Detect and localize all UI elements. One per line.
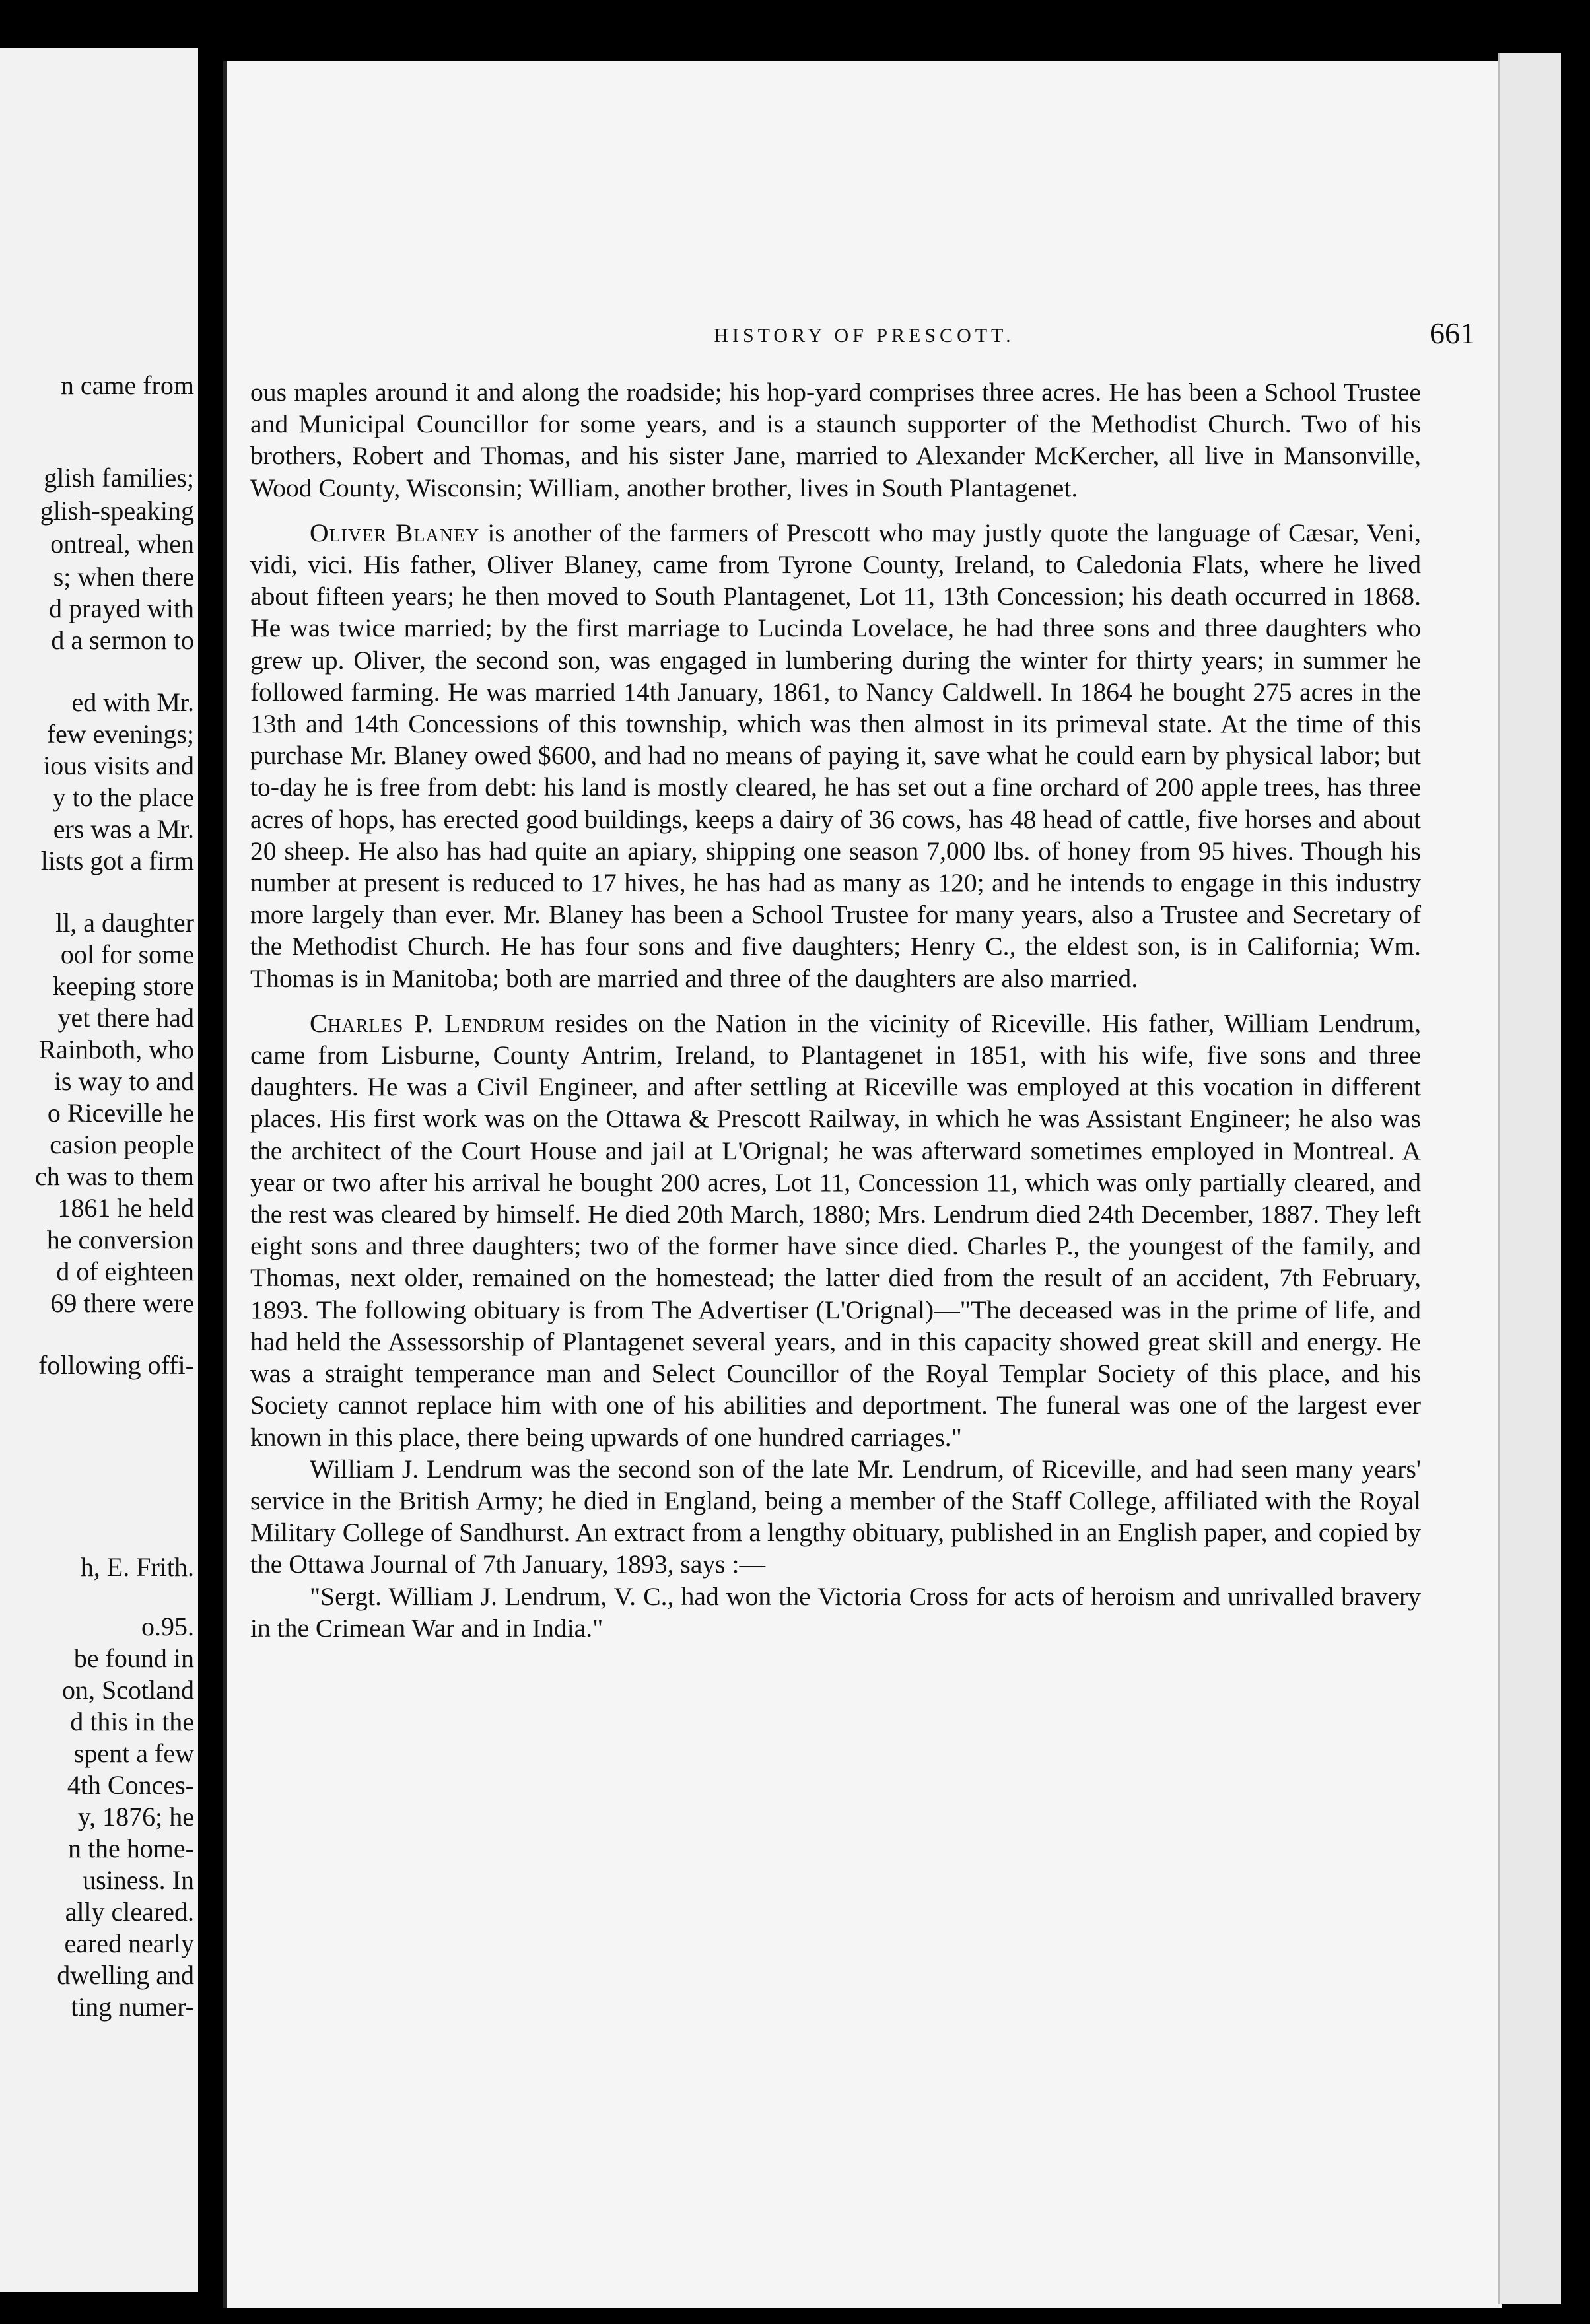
- margin-fragment: he conversion: [46, 1225, 194, 1254]
- margin-fragment: ontreal, when: [50, 529, 194, 559]
- page-number: 661: [1430, 316, 1475, 350]
- margin-fragment: following offi-: [38, 1350, 194, 1380]
- body-text: [250, 376, 1421, 1644]
- margin-fragment: casion people: [50, 1130, 194, 1159]
- margin-fragment: h, E. Frith.: [80, 1552, 194, 1582]
- margin-fragment: dwelling and: [57, 1960, 194, 1990]
- paragraph-lead-name: Charles P. Lendrum: [310, 1008, 545, 1038]
- margin-fragment: is way to and: [53, 1066, 194, 1096]
- paragraph-quote: "Sergt. William J. Lendrum, V. C., had won the Victoria Cross for acts of heroism and unrivalled bravery in the Crimean War and in India.": [250, 1581, 1421, 1643]
- margin-fragment: o Riceville he: [47, 1098, 194, 1128]
- margin-fragment: d prayed with: [49, 594, 194, 623]
- book-page: [223, 61, 1502, 2308]
- margin-fragment: d a sermon to: [51, 625, 194, 655]
- paragraph-lead-name: Oliver Blaney: [310, 518, 480, 547]
- margin-fragment: o.95.: [141, 1612, 194, 1641]
- margin-fragment: glish families;: [44, 463, 194, 493]
- margin-fragment: y to the place: [52, 782, 194, 812]
- margin-fragment: ers was a Mr.: [53, 814, 194, 844]
- margin-fragment: eared nearly: [64, 1929, 194, 1958]
- margin-fragment: spent a few: [73, 1738, 194, 1768]
- margin-fragment: lists got a firm: [40, 846, 194, 875]
- margin-fragment: ool for some: [60, 940, 194, 969]
- margin-fragment: keeping store: [52, 971, 194, 1001]
- margin-fragment: n came from: [60, 370, 194, 400]
- margin-fragment: on, Scotland: [62, 1675, 194, 1705]
- margin-fragment: Rainboth, who: [38, 1035, 194, 1064]
- page-edge-right: [1498, 53, 1561, 2304]
- margin-fragment: d this in the: [70, 1707, 194, 1736]
- margin-fragment: s; when there: [53, 562, 194, 592]
- paragraph-oliver-blaney: Oliver Blaney is another of the farmers of Prescott who may justly quote the language of Cæsar, Veni, vidi, vici. His father, Oliver Blaney, came from Tyrone County, Ireland, to Caledonia Flats, where he lived about fifteen years; he then moved to South Plantagenet, Lot 11, 13th Concession; his death occurred in 1868. He was twice married; by the first marriage to Lucinda Lovelace, he had three sons and three daughters who grew up. Oliver, the second son, was engaged in lumbering during the winter for thirty years; in summer he followed farming. He was married 14th January, 1861, to Nancy Caldwell. In 1864 he bought 275 acres in the 13th and 14th Concessions of this township, which was then almost in its primeval state. At the time of this purchase Mr. Blaney owed $600, and had no means of paying it, save what he could earn by physical labor; but to-day he is free from debt: his land is mostly cleared, he has set out a fine orchard of 200 apple trees, has three acres of hops, has erected good buildings, keeps a dairy of 36 cows, has 48 head of cattle, five horses and about 20 sheep. He also has had quite an apiary, shipping one season 7,000 lbs. of honey from 95 hives. Though his number at present is reduced to 17 hives, he has had as many as 120; and he intends to engage in this industry more largely than ever. Mr. Blaney has been a School Trustee for many years, also a Trustee and Secretary of the Methodist Church. He has four sons and five daughters; Henry C., the eldest son, is in California; Wm. Thomas is in Manitoba; both are married and three of the daughters are also married.: [250, 518, 1422, 993]
- running-head: HISTORY OF PRESCOTT.: [714, 325, 1015, 347]
- margin-fragment: usiness. In: [83, 1865, 194, 1895]
- margin-fragment: y, 1876; he: [77, 1802, 194, 1831]
- previous-page-edge: [0, 48, 198, 2292]
- margin-fragment: ll, a daughter: [55, 908, 194, 938]
- margin-fragment: ch was to them: [34, 1161, 194, 1191]
- margin-fragment: glish-speaking: [40, 496, 194, 526]
- margin-fragment: yet there had: [57, 1003, 194, 1033]
- margin-fragment: ed with Mr.: [71, 687, 194, 717]
- margin-fragment: 1861 he held: [57, 1193, 194, 1223]
- margin-fragment: ious visits and: [43, 751, 194, 780]
- page-header: [227, 316, 1502, 364]
- paragraph-continued: ous maples around it and along the roadside; his hop-yard comprises three acres. He has been a School Trustee and Municipal Councillor for some years, and is a staunch supporter of the Methodist Church. Two of his brothers, Robert and Thomas, and his sister Jane, married to Alexander McKercher, all live in Mansonville, Wood County, Wisconsin; William, another brother, lives in South Plantagenet.: [250, 378, 1421, 502]
- margin-fragment: 4th Conces-: [67, 1770, 194, 1800]
- paragraph-william-lendrum: William J. Lendrum was the second son of the late Mr. Lendrum, of Riceville, and had seen many years' service in the British Army; he died in England, being a member of the Staff College, affiliated with the Royal Military College of Sandhurst. An extract from a lengthy obituary, published in an English paper, and copied by the Ottawa Journal of 7th January, 1893, says :—: [250, 1454, 1421, 1579]
- margin-fragment: ting numer-: [71, 1992, 194, 2022]
- paragraph-charles-lendrum: Charles P. Lendrum resides on the Nation in the vicinity of Riceville. His father, William Lendrum, came from Lisburne, County Antrim, Ireland, to Plantagenet in 1851, with his wife, five sons and three daughters. He was a Civil Engineer, and after settling at Riceville was employed at this vocation in different places. His first work was on the Ottawa & Prescott Railway, in which he was Assistant Engineer; he also was the architect of the Court House and jail at L'Orignal; he was afterward sometimes employed in Montreal. A year or two after his arrival he bought 200 acres, Lot 11, Concession 11, which was only partially cleared, and the rest was cleared by himself. He died 20th March, 1880; Mrs. Lendrum died 24th December, 1887. They left eight sons and three daughters; two of the former have since died. Charles P., the youngest of the family, and Thomas, next older, remained on the homestead; the latter died from the result of an accident, 7th February, 1893. The following obituary is from The Advertiser (L'Orignal)—"The deceased was in the prime of life, and had held the Assessorship of Plantagenet several years, and in this capacity showed great skill and energy. He was a straight temperance man and Select Councillor of the Royal Templar Society of this place, and his Society cannot replace him with one of his abilities and deportment. The funeral was one of the largest ever known in this place, there being upwards of one hundred carriages.": [250, 1008, 1421, 1452]
- margin-fragment: be found in: [73, 1643, 194, 1673]
- margin-fragment: few evenings;: [46, 719, 194, 749]
- margin-fragment: ally cleared.: [65, 1897, 194, 1927]
- margin-fragment: 69 there were: [50, 1288, 194, 1318]
- margin-fragment: n the home-: [67, 1833, 194, 1863]
- margin-fragment: d of eighteen: [56, 1256, 194, 1286]
